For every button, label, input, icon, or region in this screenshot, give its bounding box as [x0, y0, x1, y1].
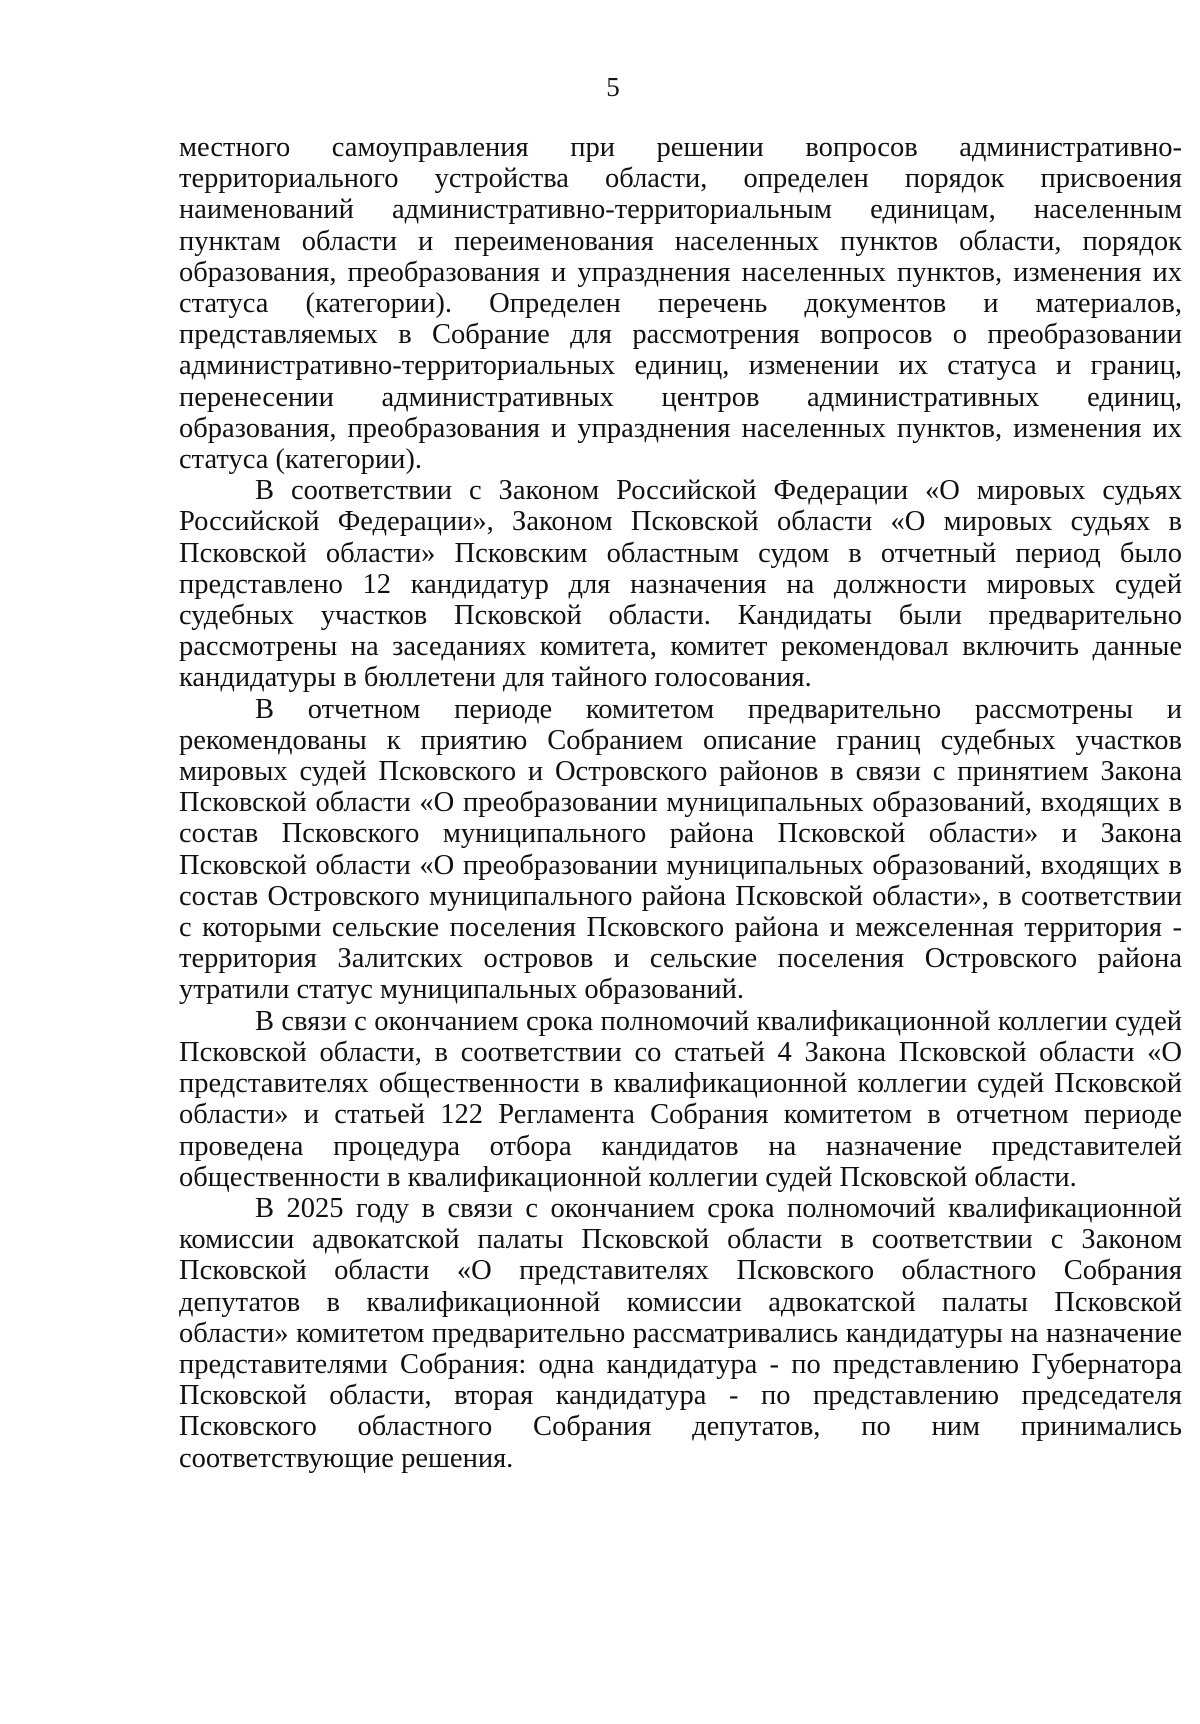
page-number: 5 — [606, 72, 620, 102]
paragraph-bar-commission: В 2025 году в связи с окончанием срока полномочий квалификационной комиссии адвокатской палаты Псковской области в соответствии с Законом Псковской области «О представителях Псковского областного Собрания депутатов в квалификационной комиссии адвокатской палаты Псковской области» комитетом предварительно рассматривались кандидатуры на назначение представителями Собрания: одна кандидатура - по представлению Губернатора Псковской области, вторая кандидатура - по представлению председателя Псковского областного Собрания депутатов, по ним принимались соответствующие решения. — [179, 1192, 1182, 1474]
paragraph-qualification-board: В связи с окончанием срока полномочий квалификационной коллегии судей Псковской области, в соответствии со статьей 4 Закона Псковской области «О представителях общественности в квалификационной коллегии судей Псковской области» и статьей 122 Регламента Собрания комитетом в отчетном периоде проведена процедура отбора кандидатов на назначение представителей общественности в квалификационной коллегии судей Псковской области. — [179, 1005, 1182, 1193]
paragraph-magistrate-judges: В соответствии с Законом Российской Федерации «О мировых судьях Российской Федерации», Законом Псковской области «О мировых судьях в Псковской области» Псковским областным судом в отчетный период было представлено 12 кандидатур для назначения на должности мировых судей судебных участков Псковской области. Кандидаты были предварительно рассмотрены на заседаниях комитета, комитет рекомендовал включить данные кандидатуры в бюллетени для тайного голосования. — [179, 475, 1182, 694]
document-body — [179, 132, 1182, 1474]
paragraph-continuation: местного самоуправления при решении вопросов административно-территориального устройства области, определен порядок присвоения наименований административно-территориальным единицам, населенным пунктам области и переименования населенных пунктов области, порядок образования, преобразования и упразднения населенных пунктов, изменения их статуса (категории). Определен перечень документов и материалов, представляемых в Собрание для рассмотрения вопросов о преобразовании административно-территориальных единиц, изменении их статуса и границ, перенесении административных центров административных единиц, образования, преобразования и упразднения населенных пунктов, изменения их статуса (категории). — [179, 132, 1182, 476]
paragraph-court-district-boundaries: В отчетном периоде комитетом предварительно рассмотрены и рекомендованы к приятию Собранием описание границ судебных участков мировых судей Псковского и Островского районов в связи с принятием Закона Псковской области «О преобразовании муниципальных образований, входящих в состав Псковского муниципального района Псковской области» и Закона Псковской области «О преобразовании муниципальных образований, входящих в состав Островского муниципального района Псковской области», в соответствии с которыми сельские поселения Псковского района и межселенная территория - территория Залитских островов и сельские поселения Островского района утратили статус муниципальных образований. — [179, 693, 1182, 1006]
